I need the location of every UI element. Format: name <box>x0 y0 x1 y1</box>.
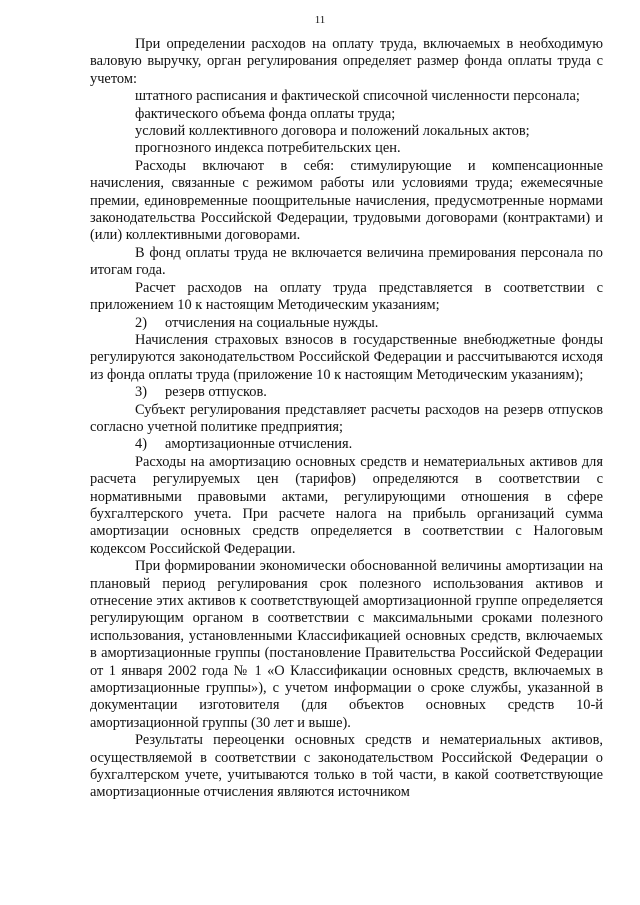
list-item <box>90 315 603 332</box>
paragraph: Расходы включают в себя: стимулирующие и компенсационные начисления, связанные с режимом работы или условиями труда; ежемесячные премии, единовременные поощрительные начисления, предусмотренные нормами законодательства Российской Федерации, трудовыми договорами (контрактами) и (или) коллективными договорами. <box>90 157 603 244</box>
paragraph: прогнозного индекса потребительских цен. <box>135 140 401 157</box>
paragraph: Начисления страховых взносов в государственные внебюджетные фонды регулируются законодательством Российской Федерации и рассчитываются исходя из фонда оплаты труда (приложение 10 к настоящим Методическим указаниям); <box>90 331 603 383</box>
list-item-number: 4) <box>135 436 147 453</box>
paragraph: Результаты переоценки основных средств и нематериальных активов, осуществляемой в соответствии с законодательством Российской Федерации о бухгалтерском учете, учитываются только в той части, в какой соответствующие амортизационные отчисления являются источником <box>90 732 603 801</box>
paragraph: В фонд оплаты труда не включается величина премирования персонала по итогам года. <box>90 244 603 279</box>
paragraph: При формировании экономически обоснованной величины амортизации на плановый период регулирования срок полезного использования активов и отнесение этих активов к соответствующей амортизационной группе определяется регулирующим органом в соответствии с максимальными сроками полезного использования, установленными Классификацией основных средств, включаемых в амортизационные группы (постановление Правительства Российской Федерации от 1 января 2002 года № 1 «О Классификации основных средств, включаемых в амортизационные группы»), с учетом информации о сроке службы, указанной в документации изготовителя (для объектов основных средств 10-й амортизационной группы (30 лет и выше). <box>90 558 603 731</box>
list-item-number: 2) <box>135 314 147 331</box>
list-item-text: амортизационные отчисления. <box>165 436 353 453</box>
list-item <box>90 436 603 453</box>
list-item-number: 3) <box>135 384 147 401</box>
paragraph: фактического объема фонда оплаты труда; <box>135 105 396 122</box>
list-item-text: резерв отпусков. <box>165 384 267 401</box>
paragraph: условий коллективного договора и положений локальных актов; <box>135 123 530 140</box>
list-item-text: отчисления на социальные нужды. <box>165 314 379 331</box>
paragraph: Субъект регулирования представляет расчеты расходов на резерв отпусков согласно учетной политике предприятия; <box>90 401 603 435</box>
paragraph: При определении расходов на оплату труда, включаемых в необходимую валовую выручку, орган регулирования определяет размер фонда оплаты труда с учетом: <box>90 36 603 87</box>
paragraph: штатного расписания и фактической списочной численности персонала; <box>135 88 580 105</box>
paragraph: Расчет расходов на оплату труда представляется в соответствии с приложением 10 к настоящим Методическим указаниям; <box>90 279 603 314</box>
page-number: 11 <box>314 14 326 26</box>
paragraph: Расходы на амортизацию основных средств и нематериальных активов для расчета регулируемых цен (тарифов) определяются в соответствии с нормативными правовыми актами, регулирующими отношения в сфере бухгалтерского учета. При расчете налога на прибыль организаций сумма амортизации основных средств определяется в соответствии с Налоговым кодексом Российской Федерации. <box>90 453 603 557</box>
document-body <box>90 36 603 802</box>
list-item <box>90 384 603 401</box>
